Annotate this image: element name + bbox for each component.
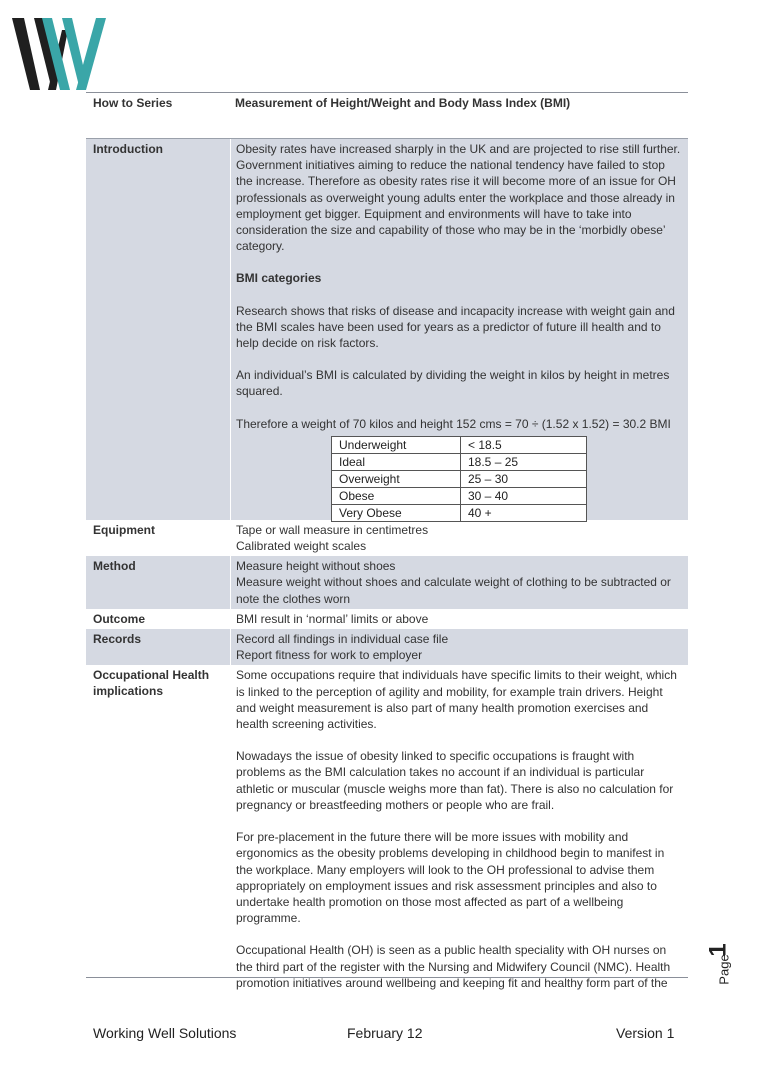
content-table xyxy=(86,139,688,993)
page-number: 1 xyxy=(704,943,732,957)
introduction-para-3: An individual’s BMI is calculated by dividing the weight in kilos by height in metres squared. xyxy=(236,368,670,399)
outcome-content xyxy=(230,609,688,629)
bmi-example-calculation: Therefore a weight of 70 kilos and height 152 cms = 70 ÷ (1.52 x 1.52) = 30.2 BMI xyxy=(236,416,671,431)
header-top-rule xyxy=(86,92,688,93)
equipment-content xyxy=(230,520,688,556)
records-line: Record all findings in individual case file xyxy=(236,632,449,647)
bmi-row xyxy=(332,436,587,453)
records-row xyxy=(86,629,688,665)
oh-para-3: For pre-placement in the future there will be more issues with mobility and ergonomics as the obesity problems developing in childhood begin to manifest in the workplace. Many employers will look to the OH professional to advise them appropriately on employment issues and risk assessment principles and also to undertake health promotion on those most affected as part of a wellbeing programme. xyxy=(236,830,665,926)
introduction-para-2: Research shows that risks of disease and incapacity increase with weight gain and the BMI scales have been used for years as a predictor of future ill health and to help decide on risk factors. xyxy=(236,303,675,351)
introduction-content xyxy=(230,139,688,520)
method-line: Measure height without shoes xyxy=(236,559,396,574)
introduction-para-1: Obesity rates have increased sharply in the UK and are projected to rise still further. Government initiatives aiming to reduce the national tendency have failed to stop the increase. Therefore as obesity rates rise it will become more of an issue for OH professionals as overweight young adults enter the workplace and those already in employment get bigger. Equipment and environments will have to take into consideration the size and capability of those who may be in the ‘morbidly obese’ category. xyxy=(236,142,681,254)
method-content xyxy=(230,556,688,609)
bmi-table xyxy=(331,436,587,522)
bmi-row xyxy=(332,470,587,487)
introduction-row xyxy=(86,139,688,520)
bmi-range: 30 – 40 xyxy=(461,487,587,504)
oh-implications-row xyxy=(86,665,688,992)
outcome-line: BMI result in ‘normal’ limits or above xyxy=(236,611,429,626)
equipment-row xyxy=(86,520,688,556)
bmi-category: Very Obese xyxy=(332,504,461,521)
method-line: Measure weight without shoes and calculate weight of clothing to be subtracted or note the clothes worn xyxy=(236,575,671,606)
oh-implications-content xyxy=(230,665,688,992)
outcome-label: Outcome xyxy=(93,611,146,626)
records-line: Report fitness for work to employer xyxy=(236,648,423,663)
bmi-category: Overweight xyxy=(332,470,461,487)
bmi-categories-heading: BMI categories xyxy=(236,271,322,286)
oh-para-1: Some occupations require that individuals have specific limits to their weight, which is linked to the perception of agility and mobility, for example train drivers. Height and weight measurement is also part of many health promotion exercises and health screening activities. xyxy=(236,668,677,732)
bmi-category: Underweight xyxy=(332,436,461,453)
introduction-label: Introduction xyxy=(86,139,230,520)
bmi-category: Ideal xyxy=(332,453,461,470)
series-label: How to Series xyxy=(93,96,173,110)
method-label: Method xyxy=(86,556,230,609)
document-title: Measurement of Height/Weight and Body Mass Index (BMI) xyxy=(235,96,571,110)
oh-implications-label: Occupational Health implications xyxy=(93,668,210,699)
footer-date: February 12 xyxy=(347,1025,423,1041)
bmi-range: 18.5 – 25 xyxy=(461,453,587,470)
equipment-line: Calibrated weight scales xyxy=(236,539,367,554)
bmi-row xyxy=(332,453,587,470)
company-logo xyxy=(12,16,108,92)
oh-para-2: Nowadays the issue of obesity linked to specific occupations is fraught with problems as the BMI calculation takes no account if an individual is particular athletic or muscular (muscle weighs more than fat). There is also no calculation for pregnancy or breastfeeding mothers or people who are frail. xyxy=(236,749,674,812)
footer-company: Working Well Solutions xyxy=(93,1025,237,1041)
page-number-block xyxy=(704,940,742,990)
bmi-range: 25 – 30 xyxy=(461,470,587,487)
bmi-row xyxy=(332,487,587,504)
footer-version: Version 1 xyxy=(616,1025,675,1041)
bmi-table-wrapper xyxy=(236,432,682,518)
records-content xyxy=(230,629,688,665)
bmi-range: 40 + xyxy=(461,504,587,521)
equipment-label: Equipment xyxy=(93,522,155,537)
bmi-range: < 18.5 xyxy=(461,436,587,453)
document-header xyxy=(86,94,688,140)
page-word: Page xyxy=(716,954,732,985)
content-bottom-rule xyxy=(86,977,688,978)
method-row xyxy=(86,556,688,609)
equipment-line: Tape or wall measure in centimetres xyxy=(236,522,429,537)
bmi-row xyxy=(332,504,587,521)
outcome-row xyxy=(86,609,688,629)
bmi-category: Obese xyxy=(332,487,461,504)
oh-para-4: Occupational Health (OH) is seen as a public health speciality with OH nurses on the third part of the register with the Nursing and Midwifery Council (NMC). Health promotion initiatives around wellbeing and keeping fit and healthy form part of the xyxy=(236,943,671,990)
records-label: Records xyxy=(86,629,230,665)
